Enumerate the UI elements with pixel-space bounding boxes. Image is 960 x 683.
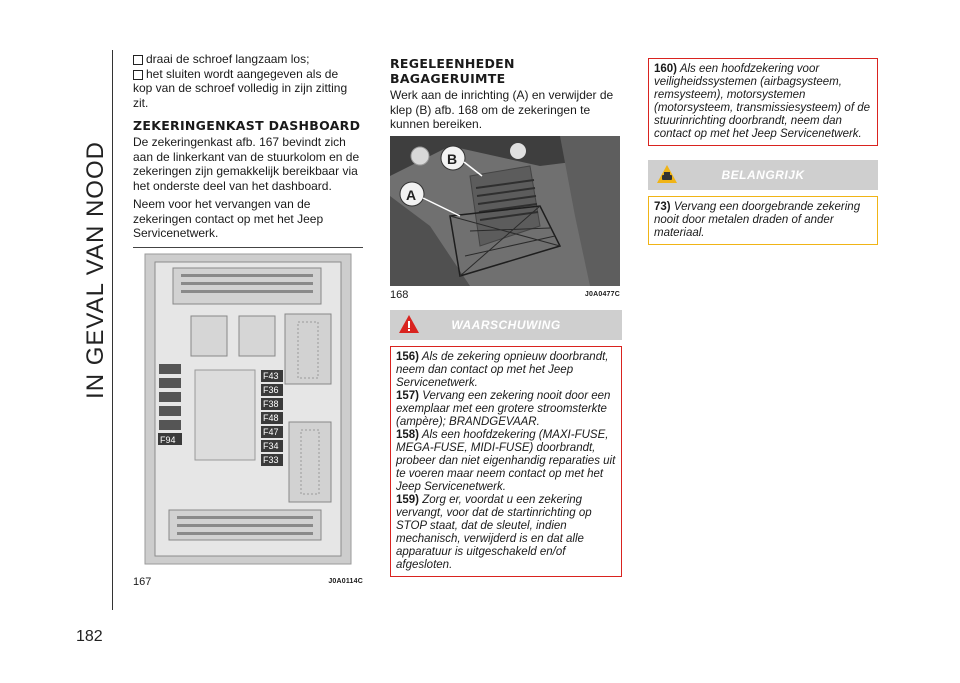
fuse-label: F47 [263,426,279,437]
warning-box-continued [648,58,878,146]
important-title: BELANGRIJK [721,168,805,182]
section-heading: REGELEENHEDEN BAGAGERUIMTE [390,56,515,86]
column-2 [390,52,622,577]
fuse-label: F38 [263,398,279,409]
fuse-label: F43 [263,370,279,381]
note-item: 158) Als een hoofdzekering (MAXI-FUSE, MEGA-FUSE, MIDI-FUSE) doorbrandt, probeer dan niet eigenhandig reparaties uit te voeren maar neem contact op met het Jeep Servicenetwerk. [396,429,616,493]
paragraph: Werk aan de inrichting (A) en verwijder de klep (B) afb. 168 om de zekeringen te kunnen bereiken. [390,88,614,131]
section-heading: ZEKERINGENKAST DASHBOARD [133,118,361,133]
figure-167 [133,252,363,590]
page-number: 182 [76,628,103,645]
paragraph: Neem voor het vervangen van de zekeringen contact op met het Jeep Servicenetwerk. [133,197,324,240]
column-3 [648,58,878,245]
paragraph: De zekeringenkast afb. 167 bevindt zich aan de linkerkant van de stuurkolom en de zekeringen zijn gemakkelijk bereikbaar via het onderste deel van het dashboard. [133,135,360,193]
figure-code: J0A0477C [584,290,620,298]
note-text: Vervang een doorgebrande zekering nooit door metalen draden of ander materiaal. [654,201,861,239]
figure-168 [390,136,620,303]
note-text: Als een hoofdzekering voor veiligheidssystemen (airbagsysteem, remsysteem), motorsystemen (motorsysteem, transmissiesysteem) of de stuurinrichting doorbrandt, neem dan contact op met het Jeep Servicenetwerk. [654,63,871,140]
bullet-continuation: kop van de schroef volledig in zijn zitting zit. [133,81,348,110]
figure-number: 168 [390,288,409,301]
important-box [648,196,878,245]
note-number: 73) [654,201,671,213]
note-item: 156) Als de zekering opnieuw doorbrandt, neem dan contact op met het Jeep Servicenetwerk. [396,351,609,389]
bullet-item: het sluiten wordt aangegeven als de [133,67,363,82]
note-number: 160) [654,63,678,75]
note-item: 159) Zorg er, voordat u een zekering vervangt, voor dat de startinrichting op STOP staat, dat de sleutel, indien mechanisch, verwijderd is en dat alle apparatuur is uitgeschakeld en/of afgesloten. [396,494,592,571]
fuse-box-diagram [133,252,363,570]
warning-title: WAARSCHUWING [451,318,561,332]
fuse-label: F34 [263,440,279,451]
bullet-item: draai de schroef langzaam los; [133,52,363,67]
trunk-photo [390,136,620,286]
fuse-label: F48 [263,412,279,423]
warning-box [390,346,622,577]
fuse-label: F36 [263,384,279,395]
important-header [648,160,878,190]
warning-header [390,310,622,340]
divider [133,247,363,248]
fuse-label: F94 [160,434,176,445]
side-title: IN GEVAL VAN NOOD [82,141,109,399]
figure-number: 167 [133,576,152,588]
column-1 [133,52,363,590]
figure-code: J0A0114C [328,578,363,585]
callout-label-b: B [447,150,458,167]
margin-rule [112,50,113,610]
note-item: 157) Vervang een zekering nooit door een exemplaar met een grotere stroomsterkte (ampère); BRANDGEVAAR. [396,390,611,428]
callout-label-a: A [406,186,417,203]
fuse-label: F33 [263,454,279,465]
